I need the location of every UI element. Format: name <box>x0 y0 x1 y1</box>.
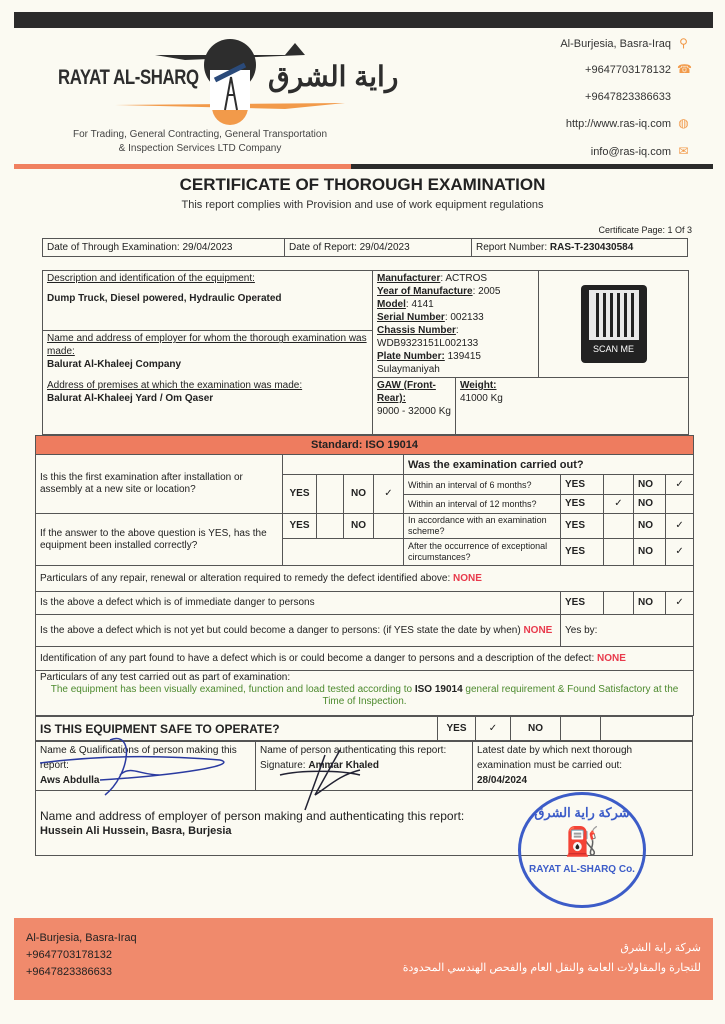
footer <box>14 918 713 1000</box>
check-mark: ✓ <box>374 475 404 514</box>
footer-desc-ar: للتجارة والمقاولات العامة والنقل العام والفحص الهندسي المحدودة <box>402 962 701 974</box>
examination-table: Standard: ISO 19014 Is this the first examination after installation or assembly at a new site or location? Was the examination carried out? YES NO ✓ Within an interval of 6 months? YES NO ✓ Within an interval of 12 months? YES ✓ NO If the answer to the above question is YES, has the equipment been installed correctly? YES NO In accordance with an examination scheme? YES NO ✓ After the occurrence of exceptional circumstances? YES NO ✓ Particulars of any repair, renewal or alteration required to remedy the defect identified above: NONE Is the above a defect which is of immediate danger to persons YES NO ✓ Is the above a defect which is not yet but could become a danger to persons: (if YES state the date by when) NONE Yes by: Identification of any part found to have a defect which is or could become a danger to persons and a description of the defect: NONE Particulars of any test carried out as part of examination: The equipment has been visually examined, function and load tested according to ISO 19014 general requirement & Found Satisfactory at the Time of Inspection. <box>35 435 694 716</box>
contact-email[interactable]: info@ras-iq.com ✉ <box>590 144 689 158</box>
footer-company-ar: شركة راية الشرق <box>620 942 701 954</box>
top-bar <box>14 12 713 28</box>
qr-code[interactable]: SCAN ME <box>581 285 647 363</box>
brand-name-ar: راية الشرق <box>268 61 399 92</box>
footer-address: Al-Burjesia, Basra-Iraq <box>26 932 137 944</box>
globe-icon: ◍ <box>678 116 689 130</box>
certificate-title: CERTIFICATE OF THOROUGH EXAMINATION <box>179 175 546 194</box>
equipment-info: Description and identification of the equipment: Dump Truck, Diesel powered, Hydraulic Operated Manufacturer: ACTROS Year of Manufacture: 2005 Model: 4141 Serial Number: 002133 Chassis Number: WDB9323151L002133 Plate Number: 139415 Sulaymaniyah SCAN ME Name and address of employer for whom the thorough examination was made: Balurat Al-Khaleej Company Address of premises at which the examination was made: Balurat Al-Khaleej Yard / Om Qaser GAW (Front-Rear): 9000 - 32000 Kg Weight: 41000 Kg <box>42 270 689 435</box>
standard-header: Standard: ISO 19014 <box>36 436 694 455</box>
footer-phone-1: +9647703178132 <box>26 949 112 961</box>
signature-marks <box>40 735 440 815</box>
tagline: For Trading, General Contracting, General Transportation & Inspection Services LTD Company <box>72 129 328 154</box>
divider-black <box>351 164 713 169</box>
contact-phone-2: +9647823386633 <box>585 90 671 103</box>
phone-icon: ☎ <box>677 62 692 76</box>
weight-label: Weight: <box>460 380 497 391</box>
footer-phone-2: +9647823386633 <box>26 966 112 978</box>
contact-phone-1: +9647703178132 ☎ <box>585 62 692 76</box>
brand-name-en: RAYAT AL-SHARQ <box>58 66 199 89</box>
gaw-label: GAW (Front-Rear): <box>377 380 436 404</box>
divider-orange <box>14 164 351 169</box>
contact-address: Al-Burjesia, Basra-Iraq ⚲ <box>560 37 690 50</box>
contact-website[interactable]: http://www.ras-iq.com ◍ <box>565 116 689 130</box>
mail-icon: ✉ <box>678 144 689 158</box>
signatures: Name & Qualifications of person making this report: Aws Abdulla Name of person authenticating this report: Signature: Ammar Khaled Latest date by which next thorough examination must be carried out: 28/04/2024 Name and address of employer of person making and authenticating this report: Hussein Ali Hussein, Basra, Burjesia <box>35 741 693 856</box>
report-number: Report Number: RAS-T-230430584 <box>472 239 688 257</box>
page-number: Certificate Page: 1 Of 3 <box>598 225 692 235</box>
certificate-subtitle: This report complies with Provision and use of work equipment regulations <box>181 199 544 211</box>
company-stamp: شركة راية الشرق ⛽ RAYAT AL-SHARQ Co. <box>518 792 646 908</box>
dates-row <box>42 238 688 257</box>
exam-date: Date of Through Examination: 29/04/2023 <box>43 239 285 257</box>
qr-code-icon <box>589 290 639 340</box>
location-pin-icon: ⚲ <box>679 36 688 50</box>
maker-name: Aws Abdulla <box>40 775 100 786</box>
next-exam-date: 28/04/2024 <box>477 775 528 786</box>
gaw-value: 9000 - 32000 Kg <box>377 406 451 417</box>
safe-to-operate-row: IS THIS EQUIPMENT SAFE TO OPERATE? YES ✓ NO <box>35 716 693 741</box>
report-date: Date of Report: 29/04/2023 <box>285 239 472 257</box>
weight-value: 41000 Kg <box>460 393 503 404</box>
